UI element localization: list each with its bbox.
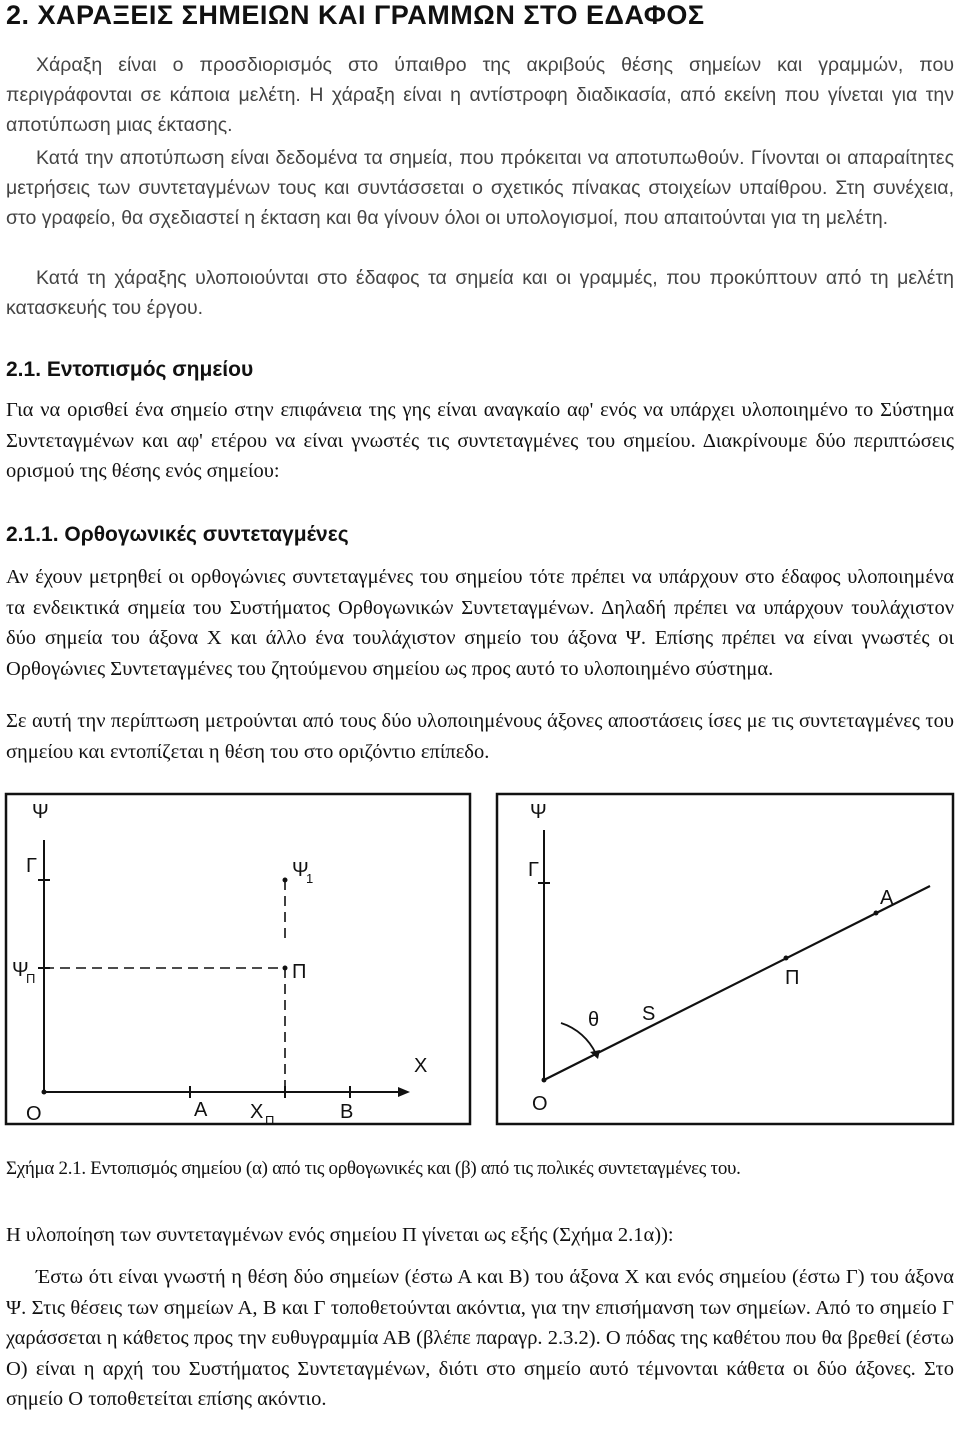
figure-a-psi-p-sub: Π: [26, 971, 36, 986]
figure-a-frame: [6, 794, 470, 1124]
figure-a-gamma-label: Γ: [26, 855, 38, 877]
intro-paragraph-3: Κατά τη χάραξης υλοποιούνται στο έδαφος τα σημεία και οι γραμμές, που προκύπτουν από τη μελέτη κατασκευής του έργου.: [6, 267, 954, 319]
figure-b-theta-arrow-icon: [590, 1050, 600, 1059]
page-heading: 2. ΧΑΡΑΞΕΙΣ ΣΗΜΕΙΩΝ ΚΑΙ ΓΡΑΜΜΩΝ ΣΤΟ ΕΔΑΦΟΣ: [6, 0, 705, 30]
section-2-1-title: 2.1. Εντοπισμός σημείου: [6, 358, 254, 381]
figure-b-point-a-marker: [874, 911, 879, 916]
intro-paragraph-1: Χάραξη είναι ο προσδιορισμός στο ύπαιθρο της ακριβούς θέσης σημείων και γραμμών, που περιγράφονται σε κάποια μελέτη. Η χάραξη είναι η αντίστροφη διαδικασία, από εκείνη που γίνεται για την αποτύπωση μιας έκτασης.: [6, 54, 954, 136]
figure-a-x-arrow-icon: [398, 1087, 410, 1097]
figure-a-xp-sub: Π: [265, 1113, 275, 1128]
figure-b-origin-marker: [542, 1078, 547, 1083]
figure-a-point-psi1-marker: [283, 878, 288, 883]
figure-b-point-p-marker: [784, 956, 789, 961]
figure-2-1: [0, 780, 960, 1140]
figure-b-point-p-label: Π: [785, 967, 800, 989]
figure-b-y-label: Ψ: [530, 801, 547, 823]
figure-a-point-p-marker: [283, 966, 288, 971]
intro-paragraph-2: Κατά την αποτύπωση είναι δεδομένα τα σημεία, που πρόκειται να αποτυπωθούν. Γίνονται οι απαραίτητες μετρήσεις των συντεταγμένων τους και συντάσσεται ο σχετικός πίνακας στοιχείων υπαίθρου. Στη συνέχεια, στο γραφείο, θα σχεδιαστεί η έκταση και θα γίνουν όλοι οι υπολογισμοί, που απαιτούνται για τη μελέτη.: [6, 147, 954, 229]
figure-a-xp-label: Χ: [250, 1101, 264, 1123]
figure-b-gamma-label: Γ: [528, 859, 540, 881]
figure-a-origin-marker: [42, 1090, 47, 1095]
figure-b-polar-line: [544, 886, 930, 1080]
figure-a-x-label: X: [414, 1055, 428, 1077]
section-2-1-1-body-2: Σε αυτή την περίπτωση μετρούνται από τους δύο υλοποιημένους άξονες αποστάσεις ίσες με τις συντεταγμένες του σημείου και εντοπίζεται η θέση του στο οριζόντιο επίπεδο.: [6, 710, 954, 763]
figure-a-point-a-label: Α: [194, 1099, 208, 1121]
figure-b-theta-label: θ: [588, 1009, 600, 1031]
closing-paragraph-2: Έστω ότι είναι γνωστή η θέση δύο σημείων (έστω Α και Β) του άξονα Χ και ενός σημείου (έστω Γ) του άξονα Ψ. Στις θέσεις των σημείων Α, Β και Γ τοποθετούνται ακόντια, για την επισήμανση των σημείων. Από το σημείο Γ χαράσσεται η κάθετος προς την ευθυγραμμία ΑΒ (βλέπε παραγρ. 2.3.2). Ο πόδας της καθέτου που θα βρεθεί (έστω Ο) είναι η αρχή του Συστήματος Συντεταγμένων, διότι στο σημείο αυτό τέμνονται κάθετα οι δύο άξονες. Στο σημείο Ο τοποθετείται επίσης ακόντιο.: [6, 1266, 954, 1410]
closing-paragraph-1: Η υλοποίηση των συντεταγμένων ενός σημείου Π γίνεται ως εξής (Σχήμα 2.1α)):: [6, 1224, 674, 1246]
figure-a-psi-p-label: Ψ: [12, 959, 29, 981]
figure-caption: Σχήμα 2.1. Εντοπισμός σημείου (α) από τις ορθογωνικές και (β) από τις πολικές συντεταγμένες του.: [6, 1158, 741, 1179]
figure-a-origin-label: O: [26, 1103, 42, 1125]
section-2-1-1-title: 2.1.1. Ορθογωνικές συντεταγμένες: [6, 523, 349, 546]
figure-a-point-b-label: Β: [340, 1101, 354, 1123]
figure-b-point-a-label: Α: [880, 887, 894, 909]
figure-a-psi1-sub: 1: [306, 871, 314, 886]
section-2-1-body: Για να ορισθεί ένα σημείο στην επιφάνεια της γης είναι αναγκαίο αφ' ενός να υπάρχει υλοποιημένο το Σύστημα Συντεταγμένων και αφ' ετέρου να είναι γνωστές τις συντεταγμένες του σημείου. Διακρίνουμε δύο περιπτώσεις ορισμού της θέσης ενός σημείου:: [6, 399, 954, 482]
figure-a-y-label: Ψ: [32, 801, 49, 823]
figure-a-psi1-label: Ψ: [292, 859, 309, 881]
figure-b-distance-label: S: [642, 1003, 656, 1025]
figure-b-origin-label: O: [532, 1093, 548, 1115]
figure-a-point-p-label: Π: [292, 961, 307, 983]
figure-b-frame: [497, 794, 953, 1124]
section-2-1-1-body-1: Αν έχουν μετρηθεί οι ορθογώνιες συντεταγμένες του σημείου τότε πρέπει να υπάρχουν στο έδαφος υλοποιημένα τα ενδεικτικά σημεία του Συστήματος Ορθογωνικών Συντεταγμένων. Δηλαδή πρέπει να υπάρχουν τουλάχιστον δύο σημεία του άξονα Χ και άλλο ένα τουλάχιστον σημείο του άξονα Ψ. Επίσης πρέπει να είναι γνωστές οι Ορθογώνιες Συντεταγμένες του ζητούμενου σημείου ως προς αυτό το υλοποιημένο σύστημα.: [6, 566, 954, 680]
